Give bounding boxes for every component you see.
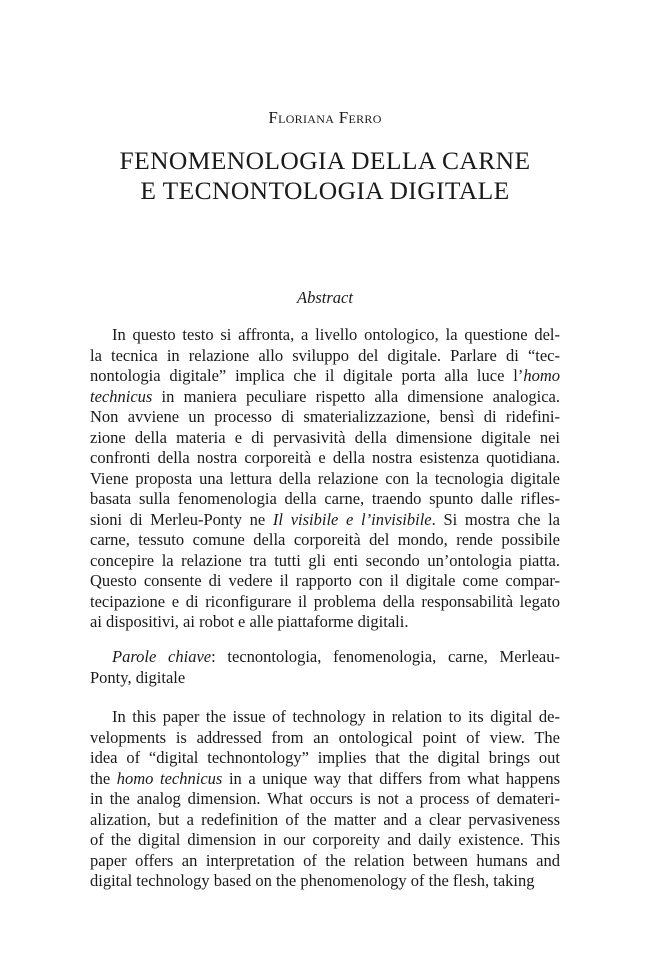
author-name: Floriana Ferro	[268, 108, 382, 127]
text-run: la tecnica in relazione allo sviluppo del digitale. Parlare di “tec-	[90, 345, 560, 365]
text-run: : tecnontologia, fenomenologia, carne, Merleau-	[211, 647, 560, 666]
text-run: paper offers an interpretation of the relation between humans and	[90, 850, 560, 870]
text-run: alization, but a redefinition of the matter and a clear pervasiveness	[90, 809, 560, 829]
text-line	[90, 707, 560, 728]
keywords	[90, 647, 560, 688]
text-line	[90, 346, 560, 367]
text-line	[90, 769, 560, 790]
text-run: velopments is addressed from an ontological point of view. The	[90, 727, 560, 747]
italic-text-run: homo	[523, 366, 560, 385]
text-run: Ponty, digitale	[90, 667, 186, 687]
text-run: . Si mostra che la	[431, 509, 560, 529]
text-run: in maniera peculiare rispetto alla dimensione analogica.	[152, 386, 560, 406]
text-line	[90, 325, 560, 346]
text-line	[90, 830, 560, 851]
text-line	[90, 489, 560, 510]
title-line-2: E TECNONTOLOGIA DIGITALE	[140, 176, 510, 205]
text-line	[90, 407, 560, 428]
text-line	[90, 748, 560, 769]
text-line	[90, 530, 560, 551]
text-line	[90, 510, 560, 531]
abstract-english	[90, 707, 560, 892]
italic-text-run: Parole chiave	[112, 647, 212, 666]
text-line	[90, 551, 560, 572]
text-run: zione della materia e di pervasività della dimensione digitale nei	[90, 427, 560, 447]
text-line	[90, 728, 560, 749]
text-line	[90, 448, 560, 469]
text-run: In this paper the issue of technology in relation to its digital de-	[112, 707, 560, 726]
text-line	[90, 668, 560, 689]
text-line	[90, 592, 560, 613]
text-run: concepire la relazione tra tutti gli enti secondo un’ontologia piatta.	[90, 550, 560, 570]
text-run: idea of “digital technontology” implies that the digital brings out	[90, 748, 560, 767]
text-line	[90, 387, 560, 408]
text-line	[90, 810, 560, 831]
text-line	[90, 469, 560, 490]
italic-text-run: Il visibile e l’invisibile	[272, 509, 432, 529]
article-title	[0, 146, 650, 206]
text-line	[90, 612, 560, 633]
text-line	[90, 789, 560, 810]
text-run: in a unique way that differs from what happens	[222, 768, 560, 788]
text-run: nontologia digitale” implica che il digitale porta alla luce l’	[90, 366, 524, 385]
text-run: sioni di Merleu-Ponty ne	[90, 509, 273, 529]
abstract-italian	[90, 325, 560, 633]
text-line	[90, 647, 560, 668]
text-run: ai dispositivi, ai robot e alle piattaforme digitali.	[90, 612, 409, 631]
text-run: Non avviene un processo di smaterializzazione, bensì di ridefini-	[90, 407, 560, 426]
text-run: confronti della nostra corporeità e della nostra esistenza quotidiana.	[90, 448, 560, 467]
text-run: the	[90, 768, 117, 788]
text-line	[90, 428, 560, 449]
text-run: in the analog dimension. What occurs is not a process of demateri-	[90, 789, 560, 808]
italic-text-run: homo technicus	[116, 768, 223, 788]
text-run: In questo testo si affronta, a livello ontologico, la questione del-	[112, 325, 560, 344]
text-run: digital technology based on the phenomenology of the flesh, taking	[90, 871, 535, 890]
text-run: of the digital dimension in our corporeity and daily existence. This	[90, 830, 560, 849]
title-line-1: FENOMENOLOGIA DELLA CARNE	[119, 146, 531, 175]
text-line	[90, 366, 560, 387]
abstract-heading: Abstract	[297, 288, 353, 307]
text-run: Viene proposta una lettura della relazione con la tecnologia digitale	[90, 468, 560, 488]
text-run: carne, tessuto comune della corporeità del mondo, rende possibile	[90, 530, 560, 549]
text-run: basata sulla fenomenologia della carne, traendo spunto dalle rifles-	[90, 489, 560, 508]
text-run: Questo consente di vedere il rapporto con il digitale come compar-	[90, 571, 560, 590]
text-line	[90, 851, 560, 872]
text-run: tecipazione e di riconfigurare il problema della responsabilità legato	[90, 591, 560, 611]
italic-text-run: technicus	[90, 386, 153, 406]
text-line	[90, 571, 560, 592]
text-line	[90, 871, 560, 892]
